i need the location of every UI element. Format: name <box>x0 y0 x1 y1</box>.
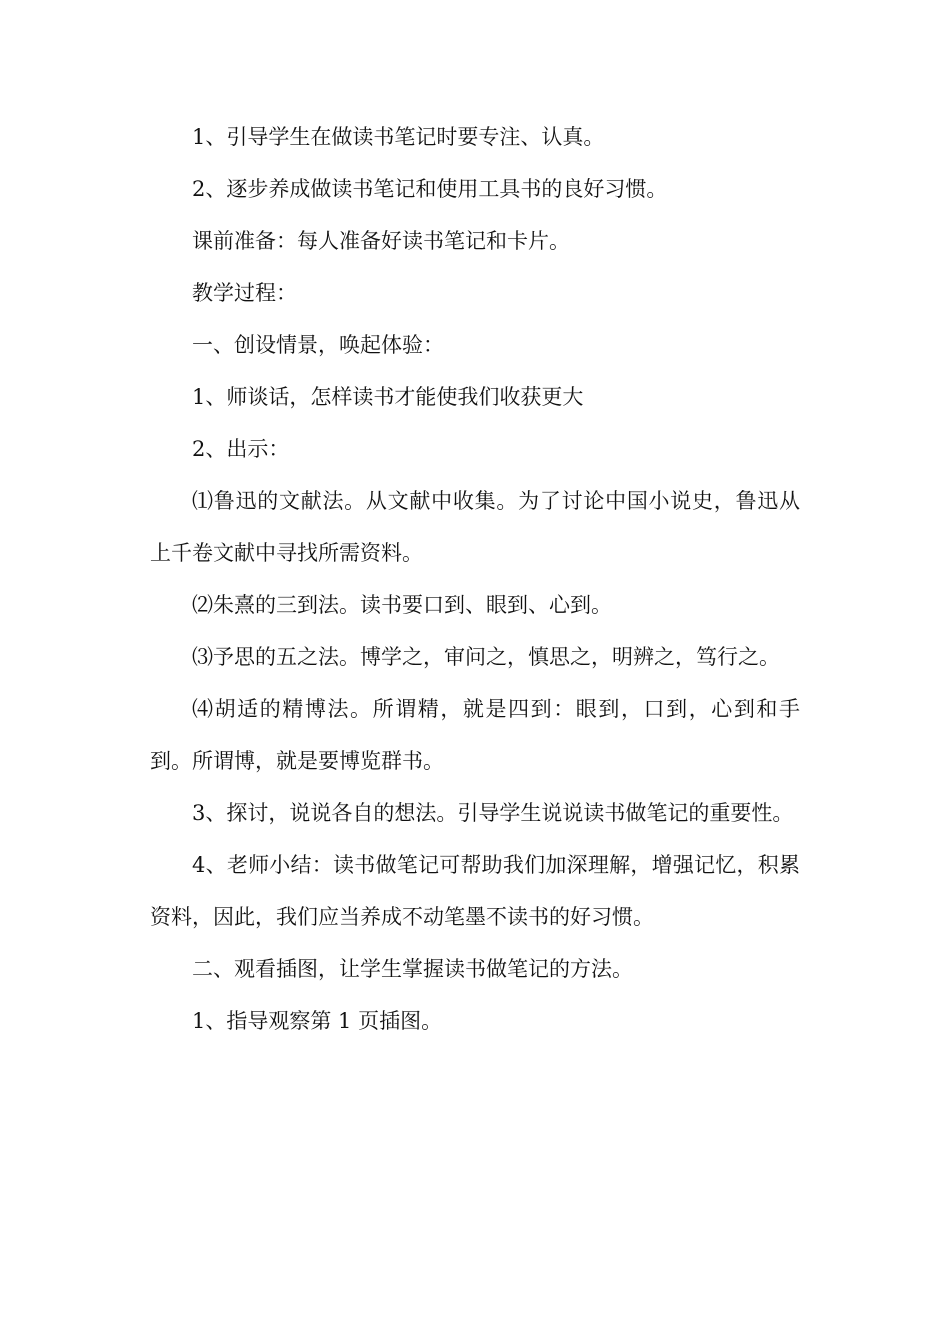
list-item: ⑷胡适的精博法。所谓精，就是四到：眼到，口到，心到和手到。所谓博，就是要博览群书。 <box>150 697 800 773</box>
document-body <box>150 111 800 1047</box>
paragraph: 3、探讨，说说各自的想法。引导学生说说读书做笔记的重要性。 <box>192 801 794 825</box>
section-heading: 一、创设情景，唤起体验： <box>192 333 444 357</box>
paragraph: 1、师谈话，怎样读书才能使我们收获更大 <box>192 385 584 409</box>
paragraph: 1、引导学生在做读书笔记时要专注、认真。 <box>192 125 605 149</box>
list-item: ⑶予思的五之法。博学之，审问之，慎思之，明辨之，笃行之。 <box>192 645 780 669</box>
paragraph: 2、出示： <box>192 437 290 461</box>
list-item: ⑵朱熹的三到法。读书要口到、眼到、心到。 <box>192 593 612 617</box>
paragraph: 课前准备：每人准备好读书笔记和卡片。 <box>192 229 570 253</box>
paragraph: 教学过程： <box>192 281 297 305</box>
list-item: ⑴鲁迅的文献法。从文献中收集。为了讨论中国小说史，鲁迅从上千卷文献中寻找所需资料。 <box>150 489 800 565</box>
paragraph: 2、逐步养成做读书笔记和使用工具书的良好习惯。 <box>192 177 668 201</box>
paragraph: 1、指导观察第 1 页插图。 <box>192 1009 443 1033</box>
paragraph: 4、老师小结：读书做笔记可帮助我们加深理解，增强记忆，积累资料，因此，我们应当养成不动笔墨不读书的好习惯。 <box>150 853 800 929</box>
section-heading: 二、观看插图，让学生掌握读书做笔记的方法。 <box>192 957 633 981</box>
